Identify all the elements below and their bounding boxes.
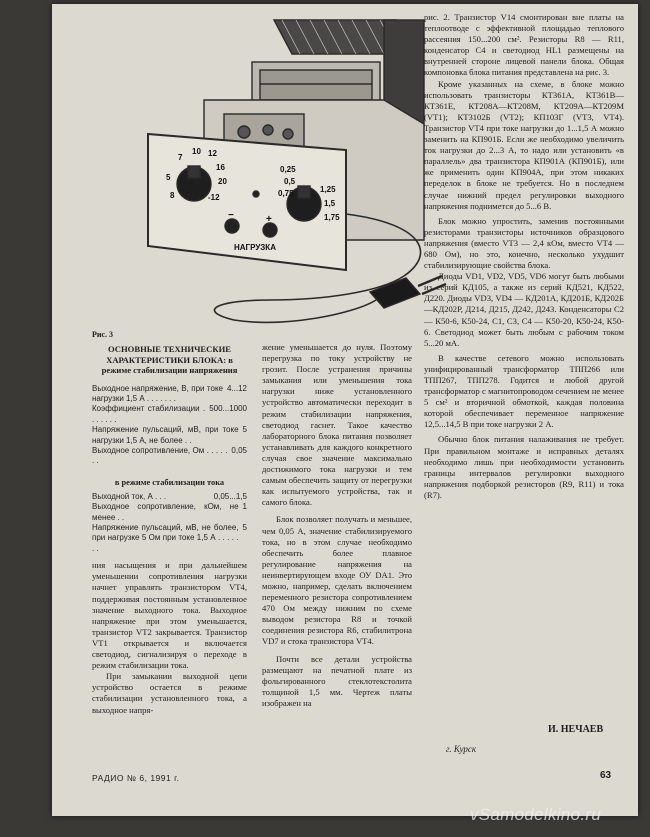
specs-voltage-list <box>92 384 247 467</box>
spec-value: 1 <box>242 502 247 512</box>
specs-current-list <box>92 492 247 554</box>
spec-row <box>92 446 247 467</box>
spec-value: 0,05...1,5 <box>213 491 247 501</box>
spec-label: Коэффициент стабилизации . . . . . . . <box>92 404 208 424</box>
terminal-plus-label: + <box>266 214 272 225</box>
terminal-minus-label: − <box>228 210 234 221</box>
paragraph: Обычно блок питания налаживания не требует. При правильном монтаже и исправных деталях необходимо лишь при необходимости установить границы интервалов регулировки выходного напряжения подборкой резисторов (R9, R11) и тока (R7). <box>424 434 624 500</box>
paragraph: жение уменьшается до нуля. Поэтому перегрузка по току устройству не грозит. После устранения причины замыкания или уменьшения тока нагрузки ниже установленного устройство автоматически переходит в режим стабилизации напряжения, светодиод гаснет. Такое качество лабораторного блока питания позволяет устанавливать для каждого конкретного случая свое значение максимально достижимого тока нагрузки и тем самым обеспечить защиту от перегрузки как испытуемого устройства, так и самого блока. <box>262 342 412 508</box>
scale-right-6: 1,75 <box>324 213 340 222</box>
figure-caption: Рис. 3 <box>92 330 114 339</box>
magazine-page <box>52 4 638 816</box>
scale-left-8: 5 <box>166 173 171 182</box>
spec-label: Напряжение пульсаций, мВ, при токе нагрузки 1,5 А, не более . . <box>92 425 241 445</box>
scale-left-7: 8 <box>170 191 175 200</box>
spec-label: Выходное сопротивление, кОм, не менее . . <box>92 502 241 522</box>
paragraph: ния насыщения и при дальнейшем уменьшении сопротивления нагрузки начнет управлять транзистором VT4, поддерживая постоянным установленное значение выходного тока. Выходное напряжение при этом уменьшается, транзистор VT2 закрывается. Транзистор VT1 открывается и включается светодиод, сигнализируя о переходе в режим стабилизации тока. <box>92 560 247 671</box>
site-watermark: vSamodelkino.ru <box>470 805 602 824</box>
column-3 <box>424 12 624 501</box>
spec-row <box>92 404 247 425</box>
scale-right-4: 1,25 <box>320 185 336 194</box>
spec-row <box>92 425 247 446</box>
specs-heading: ОСНОВНЫЕ ТЕХНИЧЕСКИЕ ХАРАКТЕРИСТИКИ БЛОКА: в режиме стабилизации напряжения <box>101 344 238 375</box>
spec-label: Выходной ток, А . . . <box>92 491 167 501</box>
scale-right-2: 0,5 <box>284 177 296 186</box>
column-2 <box>262 342 412 709</box>
paragraph: При замыкании выходной цепи устройство остается в режиме стабилизации установленного тока, а выходное напря- <box>92 671 247 715</box>
spec-row <box>92 523 247 554</box>
scale-left-1: 7 <box>178 153 183 162</box>
spec-row <box>92 502 247 523</box>
paragraph: Блок позволяет получать и меньшее, чем 0,05 А, значение стабилизируемого тока, но в этом случае необходимо обеспечить более плавное регулирование напряжения на неинвертирующем входе ОУ DA1. Это можно, например, сделать включением переменного резистора сопротивлением 470 Ом между нижним по схеме выводом резистора R8 и точкой соединения резистора R6, стабилитрона VD7 и стока транзистора VT4. <box>262 514 412 647</box>
scale-left-6: -12 <box>208 193 220 202</box>
author-signature: И. НЕЧАЕВ <box>548 724 604 735</box>
scale-left-3: 12 <box>208 149 217 158</box>
paragraph: рис. 2. Транзистор V14 смонтирован вне платы на теплоотводе с эффективной площадью теплового рассеяния 150...200 см². Резисторы R8 — R11, конденсатор C4 и светодиод HL1 размещены на внутренней стороне лицевой панели блока. Общая компоновка блока питания представлена на рис. 3. <box>424 12 624 78</box>
scale-right-1: 0,25 <box>280 165 296 174</box>
paragraph: Диоды VD1, VD2, VD5, VD6 могут быть любыми из серий КД105, а также из серий КД521, КД522, Д220. Диоды VD3, VD4 — КД201А, КД201Б, КД202Б—КД202Р, Д214, Д215, Д242, Д243. Конденсаторы С2 — К50-6, К50-24, С1, С3, С4 — К50-20, К50-24, К50-6. Светодиод может быть любым с рабочим током 5...20 мА. <box>424 271 624 348</box>
panel-label-load: НАГРУЗКА <box>234 243 276 252</box>
paragraph: В качестве сетевого можно использовать унифицированный трансформатор ТПП266 или ТПП267, ТПП278. Годится и любой другой трансформатор с магнитопроводом сечением не менее 5 см² и вторичной обмоткой, каждая половина которой обеспечивает переменное напряжение 12,5...14,5 В при токе нагрузки 2 А. <box>424 352 624 430</box>
scale-left-2: 10 <box>192 147 201 156</box>
paragraph: Блок можно упростить, заменив постоянными резисторами транзисторы источников образцового напряжения (вместо VT3 — 2,4 кОм, вместо VT4 — 680 Ом), но это, конечно, несколько ухудшит стабилизирующие свойства блока. <box>424 215 624 271</box>
specs-subheading: в режиме стабилизации тока <box>114 477 225 487</box>
scale-left-5: 20 <box>218 177 227 186</box>
paragraph: Кроме указанных на схеме, в блоке можно использовать транзисторы КТ361А, КТ361В—КТ361Е, КТ208А—КТ208М, КТ209А—КТ209М (VT1); КТ3102Б (VT2); КП103Г (VT3, VT4). Транзистор VT4 при токе нагрузки до 1...1,5 А можно заменить на КП901Б. Если же необходимо увеличить ток нагрузки до 2...3 А, то надо или установить «в параллель» два транзистора КП901А (КП901Б), или же применить один КП904А, при этом никаких переделок в блоке не требуется. Но в последнем случае нижний предел регулировки выходного напряжения поднимется до 5...6 В. <box>424 78 624 211</box>
scale-right-3: 0,75 <box>278 189 294 198</box>
power-supply-illustration <box>84 14 462 330</box>
spec-row <box>92 384 247 405</box>
spec-value: 500...1000 <box>209 404 247 414</box>
spec-row <box>92 492 247 502</box>
spec-label: Выходное сопротивление, Ом . . . . . . . <box>92 445 230 466</box>
spec-value: 4...12 <box>226 383 247 393</box>
spec-value: 5 <box>242 425 247 435</box>
author-city: г. Курск <box>446 744 477 754</box>
spec-label: Напряжение пульсаций, мВ, не более, при нагрузке 5 Ом при токе 1,5 А . . . . . . . <box>92 523 241 553</box>
spec-value: 5 <box>242 523 247 533</box>
spec-value: 0,05 <box>231 445 247 455</box>
page-number: 63 <box>600 770 612 781</box>
column-1 <box>92 344 247 716</box>
scale-left-4: 16 <box>216 163 225 172</box>
paragraph: Почти все детали устройства размещают на печатной плате из фольгированного стеклотекстолита толщиной 1,5 мм. Чертеж платы изображен на <box>262 653 412 708</box>
spec-label: Выходное напряжение, В, при токе нагрузки 1,5 А . . . . . . . <box>92 383 226 403</box>
scale-right-5: 1,5 <box>324 199 336 208</box>
page-footer: РАДИО № 6, 1991 г. <box>92 773 180 783</box>
